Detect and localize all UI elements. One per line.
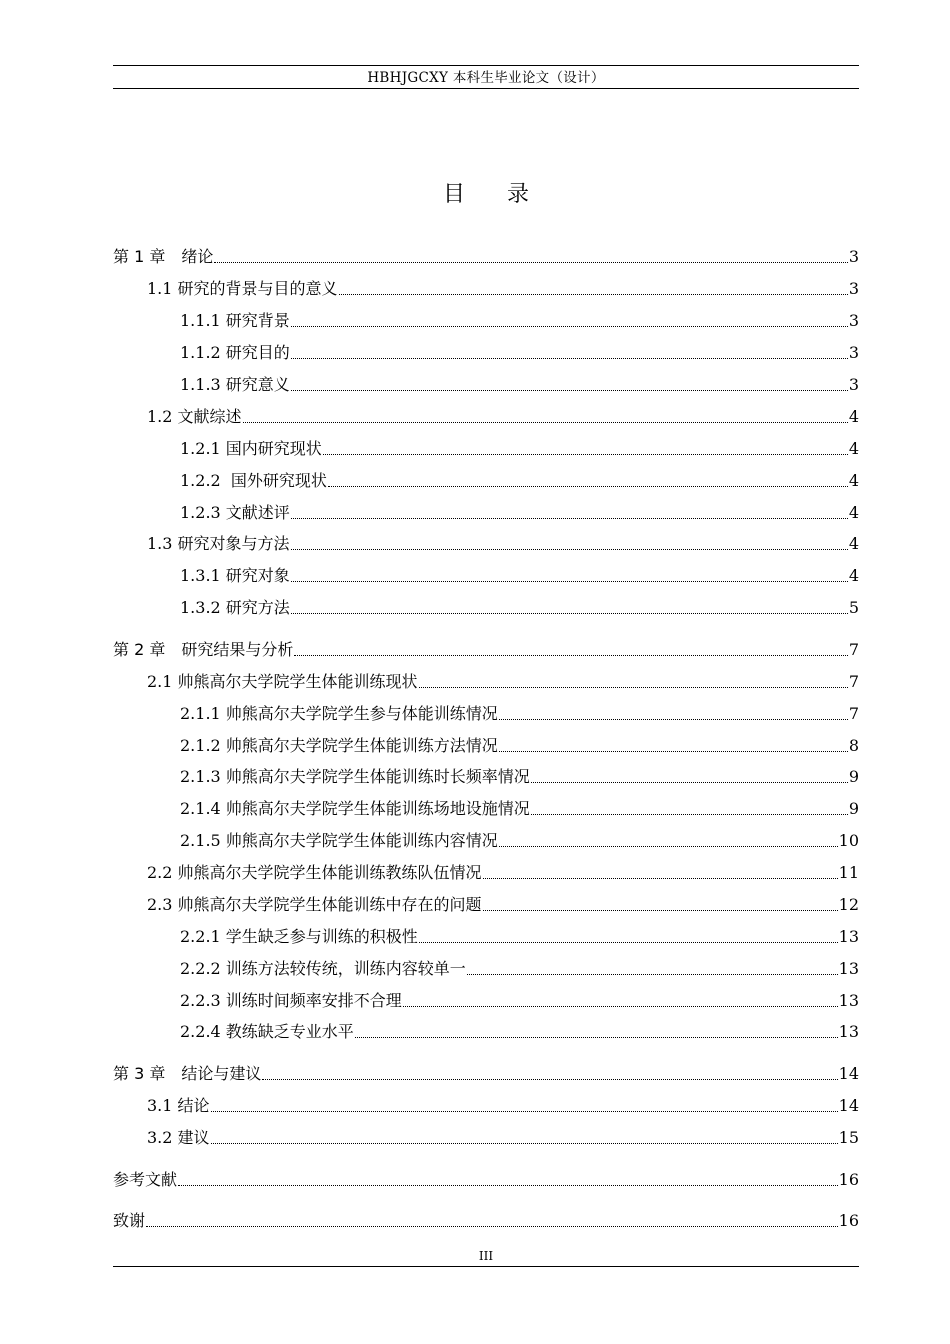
toc-entry[interactable]: [113, 731, 859, 757]
toc-entry[interactable]: [113, 498, 859, 524]
toc-entry[interactable]: [113, 986, 859, 1012]
toc-entry[interactable]: [113, 1165, 859, 1191]
toc-title: 目录: [442, 182, 571, 207]
toc-entry[interactable]: [113, 922, 859, 948]
toc-entry[interactable]: [113, 762, 859, 788]
toc-entry[interactable]: [113, 370, 859, 396]
toc-entry-page: 4: [848, 439, 859, 458]
toc-leader-dots: [291, 549, 848, 550]
toc-entry-page: 10: [838, 831, 859, 850]
toc-leader-dots: [291, 518, 848, 519]
toc-entry-label: 2.1.5 帅熊高尔夫学院学生体能训练内容情况: [180, 831, 498, 850]
toc-leader-dots: [531, 814, 848, 815]
toc-entry[interactable]: [113, 794, 859, 820]
toc-leader-dots: [178, 1185, 838, 1186]
toc-entry-label: 1.3.1 研究对象: [180, 566, 290, 585]
toc-entry-page: 4: [848, 471, 859, 490]
toc-entry-label: 2.1.1 帅熊高尔夫学院学生参与体能训练情况: [180, 704, 498, 723]
toc-entry-page: 16: [838, 1211, 859, 1230]
toc-entry-label: 2.1.4 帅熊高尔夫学院学生体能训练场地设施情况: [180, 799, 530, 818]
toc-entry-page: 13: [838, 1022, 859, 1041]
toc-entry[interactable]: [113, 529, 859, 555]
toc-entry[interactable]: [113, 1059, 859, 1085]
toc-entry[interactable]: [113, 306, 859, 332]
toc-entry-label: 2.2.3 训练时间频率安排不合理: [180, 991, 402, 1010]
toc-entry[interactable]: [113, 1091, 859, 1117]
toc-entry-page: 3: [848, 311, 859, 330]
toc-entry-page: 12: [838, 895, 859, 914]
toc-leader-dots: [243, 422, 848, 423]
toc-entry[interactable]: [113, 667, 859, 693]
toc-entry-label: 2.1 帅熊高尔夫学院学生体能训练现状: [147, 672, 418, 691]
toc-entry-page: 13: [838, 927, 859, 946]
toc-entry[interactable]: [113, 858, 859, 884]
toc-entry-label: 致谢: [113, 1211, 146, 1230]
toc-entry-label: 2.1.3 帅熊高尔夫学院学生体能训练时长频率情况: [180, 767, 530, 786]
toc-leader-dots: [146, 1226, 838, 1227]
toc-leader-dots: [294, 655, 847, 656]
toc-entry-page: 13: [838, 959, 859, 978]
toc-entry-label: 参考文献: [113, 1170, 178, 1189]
toc-entry[interactable]: [113, 338, 859, 364]
header-rule-top: [113, 65, 859, 66]
toc-leader-dots: [419, 687, 848, 688]
toc-leader-dots: [419, 942, 838, 943]
toc-leader-dots: [262, 1079, 837, 1080]
footer-rule: [113, 1266, 859, 1267]
toc-entry-page: 15: [838, 1128, 859, 1147]
page-header: HBHJGCXY 本科生毕业论文（设计）: [367, 70, 605, 86]
toc-entry[interactable]: [113, 466, 859, 492]
toc-entry-page: 3: [848, 343, 859, 362]
toc-entry-page: 16: [838, 1170, 859, 1189]
page-number: III: [478, 1249, 494, 1263]
header-rule-bottom: [113, 88, 859, 89]
toc-entry-page: 14: [838, 1096, 859, 1115]
toc-entry[interactable]: [113, 954, 859, 980]
toc-entry-page: 8: [848, 736, 859, 755]
toc-leader-dots: [291, 326, 848, 327]
toc-leader-dots: [403, 1006, 838, 1007]
toc-leader-dots: [499, 719, 848, 720]
toc-entry-label: 2.2.2 训练方法较传统，训练内容较单一: [180, 959, 466, 978]
toc-entry-page: 14: [838, 1064, 859, 1083]
toc-entry-label: 3.1 结论: [147, 1096, 210, 1115]
toc-entry-page: 3: [848, 375, 859, 394]
toc-leader-dots: [483, 910, 838, 911]
toc-leader-dots: [291, 390, 848, 391]
toc-entry-page: 13: [838, 991, 859, 1010]
toc-entry-label: 2.2.1 学生缺乏参与训练的积极性: [180, 927, 418, 946]
toc-entry-label: 第 2 章 研究结果与分析: [113, 640, 294, 659]
toc-entry-label: 1.3 研究对象与方法: [147, 534, 290, 553]
toc-entry[interactable]: [113, 890, 859, 916]
toc-entry-page: 7: [848, 704, 859, 723]
toc-leader-dots: [483, 878, 838, 879]
toc-entry[interactable]: [113, 274, 859, 300]
toc-entry[interactable]: [113, 826, 859, 852]
toc-entry-label: 2.2 帅熊高尔夫学院学生体能训练教练队伍情况: [147, 863, 482, 882]
toc-entry[interactable]: [113, 561, 859, 587]
toc-entry-page: 4: [848, 566, 859, 585]
toc-entry-page: 7: [848, 672, 859, 691]
toc-entry-label: 1.2.3 文献述评: [180, 503, 290, 522]
toc-entry-label: 1.2 文献综述: [147, 407, 242, 426]
toc-entry-page: 7: [848, 640, 859, 659]
toc-entry-page: 3: [848, 247, 859, 266]
toc-entry-label: 2.1.2 帅熊高尔夫学院学生体能训练方法情况: [180, 736, 498, 755]
toc-entry-page: 4: [848, 534, 859, 553]
toc-leader-dots: [339, 294, 848, 295]
toc-leader-dots: [499, 846, 838, 847]
toc-entry[interactable]: [113, 242, 859, 268]
toc-entry-label: 第 3 章 结论与建议: [113, 1064, 262, 1083]
toc-entry-page: 4: [848, 503, 859, 522]
toc-entry-label: 1.2.2 国外研究现状: [180, 471, 327, 490]
toc-entry-label: 3.2 建议: [147, 1128, 210, 1147]
toc-entry-label: 第 1 章 绪论: [113, 247, 214, 266]
toc-entry-label: 1.1.3 研究意义: [180, 375, 290, 394]
toc-entry[interactable]: [113, 635, 859, 661]
toc-entry-label: 1.1 研究的背景与目的意义: [147, 279, 338, 298]
toc-entry-page: 5: [848, 598, 859, 617]
toc-leader-dots: [328, 486, 848, 487]
toc-leader-dots: [211, 1111, 838, 1112]
toc-entry[interactable]: [113, 1017, 859, 1043]
toc-leader-dots: [323, 454, 848, 455]
toc-leader-dots: [355, 1037, 838, 1038]
toc-leader-dots: [291, 358, 848, 359]
toc-leader-dots: [531, 782, 848, 783]
toc-entry-label: 1.2.1 国内研究现状: [180, 439, 322, 458]
toc-leader-dots: [499, 751, 848, 752]
toc-entry[interactable]: [113, 699, 859, 725]
toc-entry-page: 4: [848, 407, 859, 426]
toc-entry[interactable]: [113, 434, 859, 460]
toc-entry-page: 9: [848, 799, 859, 818]
toc-entry-label: 2.2.4 教练缺乏专业水平: [180, 1022, 354, 1041]
toc-entry[interactable]: [113, 593, 859, 619]
toc-leader-dots: [214, 262, 847, 263]
toc-entry-page: 9: [848, 767, 859, 786]
toc-leader-dots: [291, 613, 848, 614]
toc-entry[interactable]: [113, 1123, 859, 1149]
toc-entry-label: 1.1.2 研究目的: [180, 343, 290, 362]
toc-entry-label: 1.1.1 研究背景: [180, 311, 290, 330]
toc-entry-label: 2.3 帅熊高尔夫学院学生体能训练中存在的问题: [147, 895, 482, 914]
toc-leader-dots: [291, 581, 848, 582]
toc-entry-page: 3: [848, 279, 859, 298]
toc-entry-label: 1.3.2 研究方法: [180, 598, 290, 617]
toc-entry-page: 11: [838, 863, 859, 882]
toc-entry[interactable]: [113, 1206, 859, 1232]
toc-entry[interactable]: [113, 402, 859, 428]
toc-leader-dots: [211, 1143, 838, 1144]
toc-leader-dots: [467, 974, 838, 975]
